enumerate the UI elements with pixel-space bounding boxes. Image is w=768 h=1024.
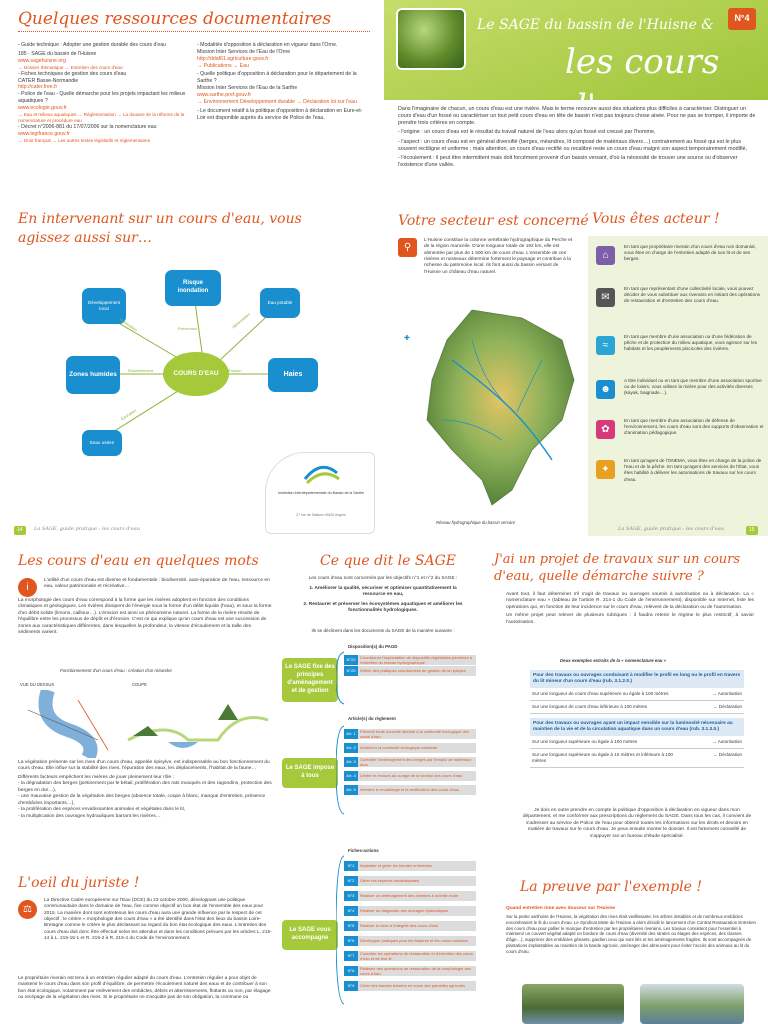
acteur-text: En tant que propriétaire riverain d'un cours d'eau non domanial, vous êtes en charge de l'entretien adapté de son lit et de ses berges. <box>624 244 756 262</box>
acteur-list <box>596 244 764 502</box>
res-a-12: → Droit français → Les autres textes législatifs et réglementaires <box>18 137 150 143</box>
meandre-title: Fonctionnement d'un cours d'eau : création d'un méandre <box>60 668 172 673</box>
link-prevention: Prévention <box>178 326 198 331</box>
travaux-text-2: Je dois en outre prendre en compte la politique d'opposition à déclaration en vigueur dans mon département, et me conformer aux prescriptions du règlement du SAGE. Dans tous les cas, il convient de s'adresser au service de Police de l'eau pour obtenir toutes les informations sur les droits et devoirs en matière de travaux sur le cours d'eau. Je peux ensuite monter le dossier. Il est fortement conseillé de s'appuyer sur un bureau d'étude spécialisé. <box>522 808 752 839</box>
compass-icon: ✚ <box>404 335 410 342</box>
acteur-item <box>596 378 764 418</box>
intro-0: Dans l'imaginaire de chacun, un cours d'eau est une rivière. Mais le terme recouvre aussi des situations plus difficiles à caractériser. Distinguer un cours d'eau d'un fossé ou caractériser un tout petit cours d'eau en tête de bassin n'est pas toujours chose aisée. Pour ne pas se tromper, il importe de prendre trois critères en compte. <box>398 106 756 127</box>
info-icon: i <box>18 578 37 597</box>
table-row <box>530 736 744 749</box>
diagram-hub: COURS D'EAU <box>163 352 229 396</box>
row-label: Réaliser un diagnostic des ouvrages hydrauliques <box>360 908 449 914</box>
row-label: Coordonner l'implantation de dispositifs végétalisés pérennes à l'entretien du réseau hydrographique <box>360 654 472 665</box>
mots-0: L'utilité d'un cours d'eau est diverse et fondamentale : biodiversité, auto-épuration de l'eau, ressource en eau, valeur patrimoniale et récréative… <box>44 578 270 590</box>
issue-badge: N°4 <box>728 8 756 30</box>
fiche-row[interactable] <box>344 936 476 946</box>
table-row <box>530 688 744 701</box>
ripi-1: Différents facteurs empêchent les rivières de jouer pleinement leur rôle : <box>18 774 174 780</box>
intervenant-title: En intervenant sur un cours d'eau, vous agissez aussi sur… <box>18 211 302 246</box>
res-b-5: Mission Inter Services de l'Eau de la Sarthe <box>197 85 298 92</box>
row-label: Gérer les espèces envahissantes <box>360 878 420 884</box>
res-a-0: - Guide technique : Adopter une gestion durable des cours d'eau <box>18 42 167 48</box>
regl-row <box>344 757 476 767</box>
regl-label: Article(s) du règlement <box>348 716 396 721</box>
footer-right: La SAGE, guide pratique : les cours d'eau <box>618 526 724 532</box>
pagd-list <box>344 654 476 677</box>
row-label: Limiter le recours au curage de la section des cours d'eau <box>360 773 463 779</box>
pagd-label: Disposition(s) du PAGD <box>348 644 398 649</box>
res-a-3: → Dossier thématique → Entretien des cours d'eau <box>18 64 123 70</box>
acteur-text: A titre individuel ou en tant que membre d'une association sportive ou de loisirs, vous utilisez la rivière pour des activités diverses (kayak, baignade…). <box>624 378 762 396</box>
footer-left: La SAGE, guide pratique : les cours d'eau <box>34 526 140 532</box>
row-regime: → Déclaration <box>712 752 742 758</box>
row-number: Art. 1 <box>344 729 358 739</box>
row-number: Art. 3 <box>344 757 358 767</box>
acteur-text: En tant que membre d'une association de défense de l'environnement, les cours d'eau sont des supports d'observation et d'animation pédagogique. <box>624 418 764 436</box>
row-label: Créer des bandes boisées en cours des parcelles agricoles <box>360 983 465 989</box>
row-condition: Sur une longueur supérieure ou égale à 100 mètres <box>532 739 638 745</box>
label-vue-dessus: VUE DU DESSUS <box>20 682 55 687</box>
cover-title-2: les cours d'eau <box>565 42 720 127</box>
res-a-4: - Fiches techniques de gestion des cours d'eau <box>18 70 127 77</box>
table-head: Pour des travaux ou ouvrages ayant un impact sensible sur la luminosité nécessaire au maintien de la vie et de la circulation aquatique dans un cours d'eau (rub. 3.1.3.0.) <box>530 718 744 736</box>
travaux-text <box>506 592 754 628</box>
fiche-row[interactable] <box>344 966 476 976</box>
ripi-4: - la prolifération des espèces envahissantes animales et végétales dans le lit, <box>18 807 186 813</box>
link-valorisation: Valorisation <box>118 316 139 333</box>
sage-title: Ce que dit le SAGE <box>320 553 456 569</box>
resources-underline <box>18 31 370 32</box>
label-coupe: COUPE <box>132 682 147 687</box>
row-label: Interdire le recalibrage et la rectification des cours d'eau <box>360 787 460 793</box>
res-a-7: - Police de l'eau - Quelle démarche pour les projets impactant les milieux aquatiques ? <box>18 91 186 105</box>
preuve-text: Sur la partie sarthoise de l'Huisne, la végétation des rives était vieillissante, les arbres instables et de nombreux embâcles encombraient le lit du cours d'eau. Le Syndicat Mixte de l'Huisne a alors décidé le lancement d'un Contrat Restauration Entretien des cours d'eau pour pallier le manque d'entretien par les propriétaires riverains. Les travaux consistent pour l'essentiel à maintenir un couvert végétal adapté en bordure de cours d'eau (diversité des strates ou étages des espèces, des classes d'âge…), supprimer des embâcles gênants, gardien ceux qui sont liés et les aménagements fragiles. Ils sont accompagnés de plantations implantables au maintien de la bande agricole, aménager des abreuvoirs pour éviter l'accès des animaux au lit du cours d'eau. <box>506 914 756 954</box>
row-number: Art. 4 <box>344 771 358 781</box>
res-b-4: - Quelle politique d'opposition à déclaration pour le département de la Sarthe ? <box>197 71 357 85</box>
row-label: Implanter et gérer les bandes enherbées <box>360 863 433 869</box>
row-number: N°9 <box>344 981 358 991</box>
res-b-7: → Environnement Développement durable → Déclaration loi sur l'eau <box>197 98 357 105</box>
scale-icon: ⚖ <box>18 900 37 919</box>
ripi-3: - une mauvaise gestion de la végétation des berges (absence totale, coupe à blanc, manque d'entretien, présence d'embâcles importants…), <box>18 794 266 806</box>
row-label: Réaliser un aménagement des chemins à la belle école <box>360 893 459 899</box>
table-row <box>530 749 744 768</box>
resources-col-a <box>18 42 188 144</box>
res-a-1: 185 - SAGE du bassin de l'Huisne <box>18 50 97 57</box>
mots-title: Les cours d'eau en quelques mots <box>18 553 259 569</box>
sage-obj-2: 2. Restaurer et préserver les écosystèmes aquatiques et améliorer les fonctionnalités hydrologiques. <box>303 602 463 614</box>
row-regime: → Déclaration <box>712 704 742 710</box>
acteur-text: En tant que représentant d'une collectivité locale, vous pouvez décider de vous substituer aux riverains en initiant des opérations de restauration et d'entretien des cours d'eau. <box>624 286 761 304</box>
res-b-2[interactable]: http://ddaf61.agriculture.gouv.fr <box>197 55 269 62</box>
juriste-text <box>44 898 272 944</box>
regl-row <box>344 785 476 795</box>
intro-2: - l'aspect : un cours d'eau est en général diversifié (berges, méandres, lit composé de matériaux divers…) contrairement au fossé qui est le plus souvent rectiligne et uniforme ; mais attention, un cours d'eau rectifié ou recalibré reste un cours d'eau malgré son aspect temporairement modifié, <box>398 138 748 152</box>
regl-row <box>344 771 476 781</box>
swimmer-icon: ☻ <box>596 380 615 399</box>
link-alimentation: Alimentation <box>230 311 251 330</box>
leaflet-org: Institution Interdépartementale du Bassin de la Sarthe <box>278 491 364 495</box>
acteur-item <box>596 244 764 286</box>
res-a-5: CATER Basse-Normandie <box>18 77 79 84</box>
intro-text <box>398 106 756 171</box>
ripi-text <box>18 760 272 820</box>
fiches-list <box>344 860 476 996</box>
nomenclature-table <box>530 670 744 768</box>
intro-1: - l'origine : un cours d'eau est le résultat du travail naturel de l'eau alors qu'un fossé est creusé par l'homme, <box>398 129 656 136</box>
acteur-item <box>596 334 764 378</box>
mots-text-2: La morphologie des cours d'eau correspond à la forme que les rivières adoptent en fonction des conditions climatiques et géologiques. Les rivières dissipent de l'énergie sous la forme d'un débit liquide (l'eau), et sous la forme d'un débit solide (limons, cailloux…). L'érosion est ainsi un phénomène naturel. La forme de la rivière résulte de l'équilibre entre les processus de dépôt et d'érosion. C'est ce qui explique qu'un cours d'eau est une succession de zones aux caractéristiques différentes, dans lesquelles la profondeur, la vitesse d'écoulement et la taille des sédiments varient. <box>18 598 272 636</box>
cover-photo <box>396 8 466 70</box>
row-regime: → Autorisation <box>712 690 742 696</box>
regl-row <box>344 729 476 739</box>
res-a-11[interactable]: www.legifrance.gouv.fr <box>18 130 70 137</box>
row-label: Développer pratiques pour les frayères et les zones humides <box>360 938 468 944</box>
res-b-1: Mission Inter Services de l'Eau de l'Orne <box>197 48 291 55</box>
juriste-text-2: Le propriétaire riverain est tenu à un entretien régulier adapté du cours d'eau. L'entretien régulier a pour objet de maintenir le cours d'eau dans son profil d'équilibre, de permettre l'écoulement naturel des eaux et de contribuer à son bon état écologique, notamment par enlèvement des embâcles, débris et atterrissements, flottants ou non, par élagage ou recépage de la végétation des rives. Si le propriétaire ne s'acquitte pas de son obligation, la commune ou <box>18 976 271 1000</box>
fiches-label: Fiches-actions <box>348 848 379 853</box>
res-b-0: - Modalités d'opposition à déclaration en vigueur dans l'Orne. <box>197 42 338 48</box>
node-eau-potable: Eau potable <box>260 288 300 318</box>
node-developpement-local: Développement local <box>82 288 126 324</box>
row-number: N°2 <box>344 876 358 886</box>
fiche-row[interactable] <box>344 981 476 991</box>
acteur-item <box>596 418 764 458</box>
badge-icon: ✦ <box>596 460 615 479</box>
travaux-0: Avant tout, il faut déterminer s'il s'agit de travaux ou ouvrages soumis à autorisation ou à déclaration. La « nomenclature eau » (tableau de l'article R. 214-1 du Code de l'environnement), disponible sur Internet, liste les opérations qui, en fonction de leur incidence sur le cours d'eau, relèvent de la déclaration ou de l'autorisation. <box>506 592 754 610</box>
node-risque-inondation: Risque inondation <box>165 270 221 306</box>
row-number: N°4 <box>344 906 358 916</box>
regl-row <box>344 743 476 753</box>
row-regime: → Autorisation <box>712 739 742 745</box>
pagd-row <box>344 666 476 676</box>
res-a-6[interactable]: http://cater.free.fr <box>18 84 58 91</box>
node-eaux-usees: Eaux usées <box>82 430 122 456</box>
row-label: Définir des pratiques coordonnées de gestion de la ripisylve <box>360 668 466 674</box>
table-row <box>530 701 744 714</box>
res-a-9: → Eau et milieux aquatiques → Réglementation → La douane de la réforme de la nomenclature et procédure eau <box>18 111 185 123</box>
leaflet-card <box>265 452 375 534</box>
res-a-8[interactable]: www.ecologie.gouv.fr <box>18 104 67 111</box>
travaux-title: J'ai un projet de travaux sur un cours d'eau, quelle démarche suivre ? <box>494 552 741 584</box>
row-number: N°25 <box>344 666 358 676</box>
pin-icon: ⚲ <box>398 238 417 257</box>
photo-after <box>640 984 744 1024</box>
pagd-box: Le SAGE fixe des principes d'aménagement et de gestion <box>282 658 338 702</box>
regl-box: Le SAGE impose à tous <box>282 758 338 788</box>
map-caption: Réseau hydrographique du bassin versant <box>436 520 515 525</box>
preuve-subtitle: Quand entretien rime avec douceur sur l'Huisne <box>506 906 616 911</box>
link-erosion: Érosion <box>228 368 242 373</box>
page-number-left: 14 <box>14 526 26 535</box>
link-epuration: Épuration <box>119 407 138 422</box>
resources-col-b <box>197 42 369 121</box>
row-number: N°6 <box>344 936 358 946</box>
row-number: Art. 5 <box>344 785 358 795</box>
group-icon: ✿ <box>596 420 615 439</box>
ripi-5: - la multiplication des ouvrages hydrauliques barrant les rivières… <box>18 813 161 819</box>
res-b-6[interactable]: www.sarthe.pref.gouv.fr <box>197 92 252 99</box>
regl-list <box>344 728 476 799</box>
resources-title: Quelques ressources documentaires <box>18 9 332 29</box>
node-haies: Haies <box>268 358 318 392</box>
preuve-title: La preuve par l'exemple ! <box>520 879 703 895</box>
secteur-title: Votre secteur est concerné <box>398 213 589 229</box>
fiche-row[interactable] <box>344 861 476 871</box>
sage-decl: Ils se déclinent dans les documents du SAGE de la manière suivante : <box>311 628 455 633</box>
acteur-title: Vous êtes acteur ! <box>592 211 720 227</box>
ripi-0: La végétation présente sur les rives d'un cours d'eau, appelée ripisylve, est indispensable au bon fonctionnement du cours d'eau. Elle influe sur la stabilité des rives, l'épuration des eaux, les déplacements, l'habitat de la faune… <box>18 760 270 772</box>
res-b-3: → Publications → Eau <box>197 62 249 69</box>
photo-before <box>522 984 624 1024</box>
table-head: Pour des travaux ou ouvrages conduisant à modifier le profil en long ou le profil en travers du lit mineur d'un cours d'eau (rub. 3.1.2.0.) <box>530 670 744 688</box>
sage-intro: Les cours d'eau sont concernés par les objectifs n°1 et n°2 du SAGE : <box>308 576 458 581</box>
sage-obj-1: 1. Améliorer la qualité, sécuriser et optimiser quantitativement la ressource en eau, <box>309 586 457 598</box>
ripi-2: - la dégradation des berges (piétinement par le bétail, prolifération des rats musqués et des ragondins, protection des berges en dur…), <box>18 781 272 793</box>
sage-bracket-lines <box>336 650 346 1024</box>
row-label: Prévenir toute nouvelle atteinte à la continuité écologique des cours d'eau <box>360 728 469 739</box>
acteur-text: En tant qu'agent de l'ONEMA, vous êtes en charge de la police de l'eau et de la pêche. En tant qu'agent des services de l'État, vous êtes habilité à délivrer les autorisations de travaux sur les cours d'eau. <box>624 458 762 482</box>
row-number: N°1 <box>344 861 358 871</box>
node-zones-humides: Zones humides <box>66 356 120 394</box>
row-number: Art. 2 <box>344 743 358 753</box>
row-label: Contrôler l'aménagement des berges par l'emploi de matériaux durs <box>360 756 472 767</box>
cover-title-1: Le SAGE du bassin de l'Huisne & <box>477 17 714 33</box>
row-condition: Sur une longueur supérieure ou égale à 10 mètres et inférieure à 100 mètres <box>532 752 673 764</box>
juriste-title: L'oeil du juriste ! <box>18 875 140 891</box>
meandre-diagram <box>18 690 272 758</box>
row-number: N°3 <box>344 891 358 901</box>
res-a-10: - Décret n°2006-881 du 17/07/2006 sur la nomenclature eau <box>18 123 157 130</box>
juriste-0: La Directive Cadre européenne sur l'Eau (DCE) du 23 octobre 2000, développant une politique communautaire dans le domaine de l'eau, fixe comme objectif un bon état de l'ensemble des eaux pour 2015. La manière dont sont entretenus les cours d'eau aura une grande influence par le respect de cet objectif : le critère « morphologie des cours d'eau » a été identifié dans l'état des lieux du bassin Loire-Bretagne comme le critère le plus déclassant au regard du bon état écologique des eaux. L'entretien des cours d'eau doit donc être effectué selon les attendus et dans les conditions prévues par les articles L. 215-14 à L. 215-15-1 et R. 215-2 à R. 215-4 du Code de l'environnement. <box>44 898 272 941</box>
pagd-row <box>344 655 476 665</box>
townhall-icon: ✉ <box>596 288 615 307</box>
fiche-row[interactable] <box>344 906 476 916</box>
page-number-right: 15 <box>746 526 758 535</box>
fish-icon: ≈ <box>596 336 615 355</box>
secteur-text: L'Huisne constitue la colonne vertébrale hydrographique du Perche et de la région manceile. D'une longueur totale de 192 km, elle est alimentée par plus de 1 500 km de cours d'eau. L'ensemble de ces rivières et ruisseaux détermine fortement le paysage et contribue à la richesse du patrimoine local. Ils font aussi du bassin versant de l'Huisne un château d'eau naturel. <box>424 238 573 275</box>
basin-map <box>412 300 582 510</box>
row-number: N°7 <box>344 951 358 961</box>
page-bottom <box>0 540 768 1024</box>
row-label: Améliorer la continuité écologique existante <box>360 745 438 751</box>
acteur-item <box>596 458 764 502</box>
row-condition: Sur une longueur de cours d'eau inférieure à 100 mètres <box>532 704 648 710</box>
house-icon: ⌂ <box>596 246 615 265</box>
acteur-text: En tant que membre d'une association ou d'une fédération de pêche et de protection du milieu aquatique, vous agissez sur les habitats et les peuplements piscicoles des rivières. <box>624 334 758 352</box>
fiche-row[interactable] <box>344 921 476 931</box>
travaux-1: Un même projet peut relever de plusieurs rubriques : il faudra retenir le régime le plus restrictif, à savoir l'autorisation. <box>506 613 754 625</box>
row-label: Réalisez des opérations de restauration de la morphologie des cours d'eau <box>360 965 471 976</box>
leaflet-contact: 27 rue de Sablons 49100 Angers <box>296 513 346 517</box>
row-number: N°5 <box>344 921 358 931</box>
acteur-item <box>596 286 764 334</box>
link-ruissellement: Ruissellement <box>128 368 154 373</box>
sage-logo-icon <box>301 459 341 485</box>
fiche-row[interactable] <box>344 891 476 901</box>
row-condition: Sur une longueur de cours d'eau supérieure ou égale à 100 mètres <box>532 690 669 696</box>
row-label: Contrôler les opérations de restauration et d'entretien des cours d'eau et de leur lit <box>360 950 473 961</box>
intro-3: - l'écoulement : il peut être intermittent mais doit forcément provenir d'un bassin versant, d'où la nécessité de trouver une source ou d'observer l'existence d'une vallée. <box>398 154 738 168</box>
res-b-8: - Le document relatif à la politique d'opposition à déclaration en Eure-et-Loir est disponible auprès du service de Police de l'eau. <box>197 107 363 121</box>
mots-text <box>44 578 272 593</box>
fiches-box: Le SAGE vous accompagne <box>282 920 338 950</box>
fiche-row[interactable] <box>344 876 476 886</box>
res-a-2[interactable]: www.sagehuisne.org <box>18 57 66 64</box>
row-label: Réaliser la mise à l'intégrité des cours d'eau <box>360 923 439 929</box>
row-number: N°22 <box>344 655 358 665</box>
fiche-row[interactable] <box>344 951 476 961</box>
row-number: N°8 <box>344 966 358 976</box>
table-title: Deux exemples extraits de la « nomenclature eau » <box>560 658 667 663</box>
